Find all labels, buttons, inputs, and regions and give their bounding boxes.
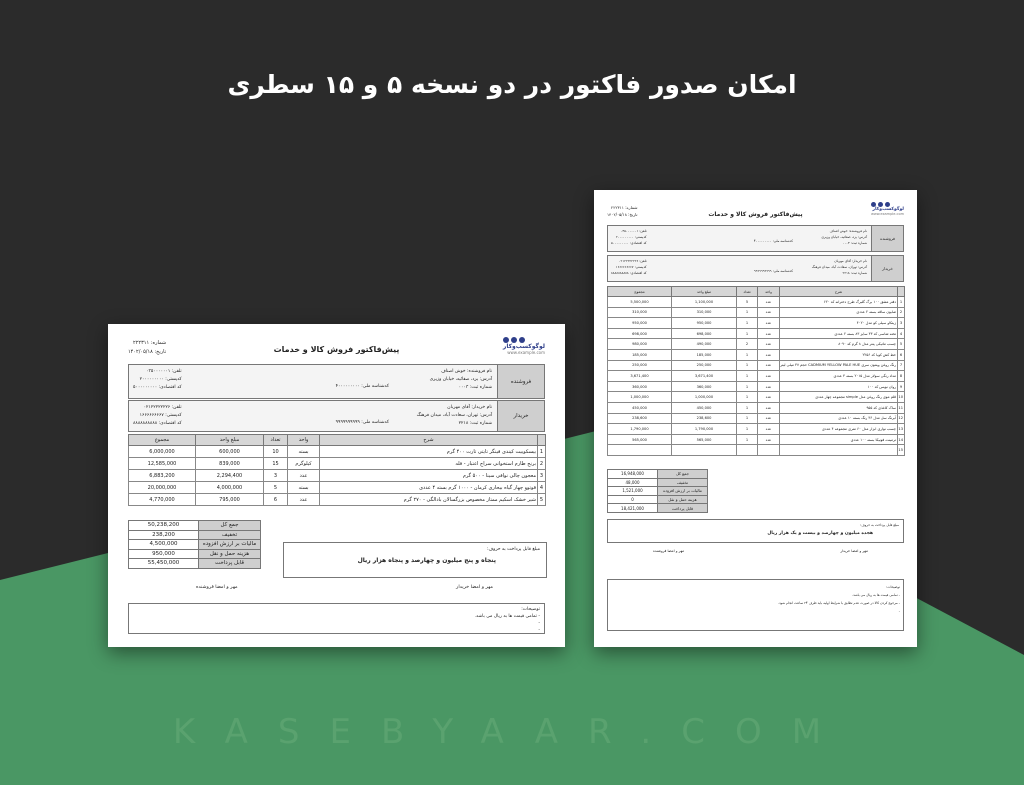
table-row [129, 470, 546, 482]
note-line-1: - تمامی قیمت ها به ریال می باشد. [474, 614, 540, 619]
seller-reg: شماره ثبت: ۰۰۰۳ [458, 385, 492, 390]
row-unit-price: 795,000 [196, 494, 264, 506]
logo-name: لوگوکسب‌وکار [872, 207, 904, 212]
row-total: 250,000 [608, 360, 672, 371]
totals-label: تخفیف [199, 530, 261, 540]
buyer-address: آدرس: تهران، سعادت آباد، میدان فرهنگ [811, 265, 867, 269]
table-row [608, 424, 905, 435]
headline: امکان صدور فاکتور در دو نسخه ۵ و ۱۵ سطری [227, 70, 797, 99]
seller-name: نام فروشنده: خوش اصناف [441, 369, 492, 374]
col-header-price: مبلغ واحد [672, 287, 737, 297]
row-quantity: 2 [737, 339, 758, 350]
invoice-5-row [108, 324, 565, 647]
words-label: مبلغ قابل پرداخت به حروف: [486, 547, 540, 552]
row-quantity: 1 [737, 434, 758, 445]
row-quantity: 1 [737, 360, 758, 371]
buyer-postal: کدپستی: ۱۶۶۶۶۶۶۶۶۷ [139, 413, 182, 418]
invoice-title: پیش‌فاکتور فروش کالا و خدمات [273, 345, 400, 354]
row-number: 3 [898, 318, 905, 329]
invoice-meta [607, 204, 637, 218]
row-total: 238,600 [608, 413, 672, 424]
row-quantity: 10 [264, 446, 288, 458]
row-total: 20,000,000 [129, 482, 196, 494]
logo-url: www.example.com [870, 212, 904, 216]
row-quantity: 1 [737, 307, 758, 318]
row-unit-price: 185,000 [672, 349, 737, 360]
row-number: 3 [538, 470, 546, 482]
amount-in-words: پنجاه و پنج میلیون و چهارصد و پنجاه هزار ریال [357, 557, 496, 564]
invoice-title: پیش‌فاکتور فروش کالا و خدمات [708, 211, 803, 218]
row-number: 4 [898, 328, 905, 339]
table-row [608, 349, 905, 360]
row-number: 10 [898, 392, 905, 403]
totals-row [129, 540, 261, 550]
seller-address: آدرس: یزد، صفائیه، خیابان وزیری [429, 377, 492, 382]
items-table [607, 286, 905, 456]
row-total: 5,500,000 [608, 297, 672, 308]
totals-row [608, 504, 708, 513]
buyer-reg: شماره ثبت: ۲۲۱۸ [458, 421, 492, 426]
watermark: KASEBYAAR.COM [172, 712, 852, 752]
col-header-qty: تعداد [737, 287, 758, 297]
seller-national: کدشناسه ملی: ۴۰۰۰۰۰۰۰۰۰ [753, 239, 793, 243]
amount-in-words-box [607, 519, 904, 543]
totals-row [608, 470, 708, 479]
row-description: مداد رنگی سولار مدل ۲۰۱۵ بسته ۳ عددی [780, 371, 898, 382]
row-unit: عدد [758, 297, 780, 308]
row-unit: عدد [758, 339, 780, 350]
row-total: 310,000 [608, 307, 672, 318]
row-unit-price: 839,000 [196, 458, 264, 470]
row-total: 185,000 [608, 349, 672, 360]
amount-in-words-box [283, 542, 547, 578]
row-unit: بسته [288, 482, 320, 494]
notes-box [607, 579, 904, 631]
buyer-economic: کد اقتصادی: ۸۸۸۸۸۸۸۸۸۸ [133, 421, 182, 426]
row-quantity: 15 [264, 458, 288, 470]
row-unit: عدد [758, 349, 780, 360]
row-total: 1,000,000 [608, 392, 672, 403]
col-header-desc: شرح [320, 435, 538, 446]
row-unit: عدد [758, 328, 780, 339]
row-total: 360,000 [608, 381, 672, 392]
buyer-phone: تلفن: ۰۲۱۲۲۲۲۲۲۲۶ [618, 259, 647, 263]
items-table [128, 434, 546, 506]
table-row [129, 458, 546, 470]
row-unit: عدد [758, 413, 780, 424]
note-line-2: - [538, 621, 540, 626]
table-row [608, 328, 905, 339]
totals-value: 18,421,000 [608, 504, 658, 513]
row-unit-price: 600,000 [196, 446, 264, 458]
row-number: 8 [898, 371, 905, 382]
row-description: بیسکوییت کیندی فینگر تایتی تارت ۴۰۰ گرم [320, 446, 538, 458]
table-row [608, 360, 905, 371]
row-number: 15 [898, 445, 905, 456]
totals-value: 55,450,000 [129, 559, 199, 569]
row-quantity: 1 [737, 392, 758, 403]
seller-box [128, 364, 545, 399]
row-unit-price: 1,000,000 [672, 392, 737, 403]
note-line-1: - تمامی قیمت ها به ریال می باشد. [852, 593, 900, 597]
row-number: 2 [538, 458, 546, 470]
col-header-desc: شرح [780, 287, 898, 297]
amount-in-words: هجده میلیون و چهارصد و بیست و یک هزار ریال [767, 531, 873, 536]
invoice-number: شماره: ۲۲۲۳۱۱ [611, 205, 638, 210]
row-total: 950,000 [608, 318, 672, 329]
row-description: چسب ماتیکی پنتر مدل ۸ گرم کد ۸۰۹۰ [780, 339, 898, 350]
row-unit-price: 1,790,000 [672, 424, 737, 435]
row-description: قوتوو چهار گیاه بیحاری کرمان - ۱۰۰۰ گرم بسته ۴ عددی [320, 482, 538, 494]
row-number: 1 [538, 446, 546, 458]
row-unit: عدد [758, 318, 780, 329]
seller-phone: تلفن: ۰۳۵۰۰۰۰۰۰۱ [620, 229, 647, 233]
totals-label: جمع کل [199, 521, 261, 531]
row-unit: عدد [758, 371, 780, 382]
row-description: قلم موی رنگ روغن مدل simple مجموعه چهار عددی [780, 392, 898, 403]
totals-row [129, 521, 261, 531]
table-row [608, 392, 905, 403]
row-unit: عدد [758, 424, 780, 435]
row-total: 450,000 [608, 402, 672, 413]
row-unit-price [672, 445, 737, 456]
row-total: 4,770,000 [129, 494, 196, 506]
row-total: 6,883,200 [129, 470, 196, 482]
notes-box [128, 603, 545, 634]
seller-postal: کدپستی: ۲۰۰۰۰۰۰۰۰۰ [615, 235, 647, 239]
totals-value: 4,500,000 [129, 540, 199, 550]
seller-phone: تلفن: ۰۳۵۰۰۰۰۰۰۱ [146, 369, 182, 374]
row-unit-price: 250,000 [672, 360, 737, 371]
row-unit: عدد [758, 402, 780, 413]
row-quantity: 3 [264, 470, 288, 482]
row-number: 6 [898, 349, 905, 360]
seller-reg: شماره ثبت: ۰۰۰۳ [842, 241, 867, 245]
row-description: ترمینت فونیکا بسته ۱۰۰ عددی [780, 434, 898, 445]
row-description: صابون ساقه بسته ۲ عددی [780, 307, 898, 318]
note-line-3: - [898, 609, 900, 613]
logo-url: www.example.com [507, 350, 545, 355]
table-row [608, 297, 905, 308]
row-unit-price: 450,000 [672, 402, 737, 413]
totals-label: قابل پرداخت [199, 559, 261, 569]
invoice-15-row [594, 190, 917, 647]
buyer-address: آدرس: تهران، سعادت آباد، میدان فرهنگ [416, 413, 492, 418]
row-number: 13 [898, 424, 905, 435]
totals-row [608, 495, 708, 504]
row-number: 4 [538, 482, 546, 494]
note-line-2: - مرجوع کردن کالا در صورت عدم تطابق با شرایط اولیه باید ظرف ۲۴ ساعت انجام شود. [778, 601, 900, 605]
buyer-national: کدشناسه ملی: ۹۹۹۹۹۹۹۹۹۹ [335, 420, 389, 425]
row-description: زیتکاو سیلی کو مدل ۴۰۲۰ [780, 318, 898, 329]
invoice-meta [128, 339, 166, 357]
row-description: ساک کاغذی کد ۹۵۵ [780, 402, 898, 413]
words-label: مبلغ قابل پرداخت به حروف: [860, 523, 899, 527]
row-description [780, 445, 898, 456]
row-unit-price: 360,000 [672, 381, 737, 392]
row-description: شیر خشک اسکیم ممتاز مخصوص بزرگسالان بادالگی - ۲۷۰ گرم [320, 494, 538, 506]
table-row [608, 445, 905, 456]
totals-table [607, 469, 708, 513]
row-unit: عدد [758, 392, 780, 403]
totals-label: هزینه حمل و نقل [199, 549, 261, 559]
row-quantity: 1 [737, 318, 758, 329]
table-row [608, 371, 905, 382]
row-total [608, 445, 672, 456]
seller-tag: فروشنده [871, 226, 903, 251]
row-number: 9 [898, 381, 905, 392]
table-header-row [608, 287, 905, 297]
row-total: 980,000 [608, 339, 672, 350]
table-header-row [129, 435, 546, 446]
table-row [608, 413, 905, 424]
buyer-reg: شماره ثبت: ۲۲۱۸ [842, 271, 867, 275]
row-total: 12,585,000 [129, 458, 196, 470]
totals-row [608, 478, 708, 487]
row-total: 6,000,000 [129, 446, 196, 458]
seller-address: آدرس: یزد، صفائیه، خیابان وزیری [821, 235, 867, 239]
row-number: 5 [538, 494, 546, 506]
col-header-qty: تعداد [264, 435, 288, 446]
totals-label: مالیات بر ارزش افزوده [658, 487, 708, 496]
row-quantity: 1 [737, 349, 758, 360]
table-row [129, 446, 546, 458]
row-description: خط کش کوبا کد ۲۲۵۶ [780, 349, 898, 360]
row-unit-price: 1,100,000 [672, 297, 737, 308]
seller-box [607, 225, 904, 252]
row-unit-price: 3,671,400 [672, 371, 737, 382]
table-row [129, 482, 546, 494]
note-line-3: - [538, 628, 540, 633]
buyer-signature-label: مهر و امضا خریدار [456, 585, 493, 590]
row-unit: عدد [288, 470, 320, 482]
row-quantity: 1 [737, 328, 758, 339]
table-row [608, 339, 905, 350]
row-unit: بسته [288, 446, 320, 458]
buyer-phone: تلفن: ۰۲۱۲۲۲۲۲۲۲۶ [143, 405, 182, 410]
row-quantity: 1 [737, 371, 758, 382]
row-unit [758, 445, 780, 456]
row-number: 7 [898, 360, 905, 371]
table-row [608, 402, 905, 413]
row-description: دفتر مشق ۱۰۰ برگ گلبرگ طرح دخترانه کد ۶۲۰ [780, 297, 898, 308]
buyer-signature-label: مهر و امضا خریدار [840, 549, 868, 553]
totals-label: هزینه حمل و نقل [658, 495, 708, 504]
row-quantity: 5 [737, 297, 758, 308]
buyer-box [607, 255, 904, 282]
table-row [129, 494, 546, 506]
row-description: معجون چالی نوافی سینا - ۵۰۰ گرم [320, 470, 538, 482]
row-description: برنج طارم استخوانی سراج اعتبار - فله [320, 458, 538, 470]
seller-signature-label: مهر و امضا فروشنده [653, 549, 685, 553]
col-header-unit: واحد [758, 287, 780, 297]
seller-postal: کدپستی: ۲۰۰۰۰۰۰۰۰۰ [139, 377, 182, 382]
totals-value: 16,948,000 [608, 470, 658, 479]
seller-tag: فروشنده [497, 365, 544, 398]
row-unit-price: 950,000 [672, 318, 737, 329]
row-unit-price: 698,000 [672, 328, 737, 339]
row-unit: عدد [758, 360, 780, 371]
table-row [608, 307, 905, 318]
seller-national: کدشناسه ملی: ۴۰۰۰۰۰۰۰۰۰ [335, 384, 389, 389]
seller-economic: کد اقتصادی: ۵۰۰۰۰۰۰۰۰۰ [611, 241, 647, 245]
col-header-price: مبلغ واحد [196, 435, 264, 446]
row-unit-price: 4,000,000 [196, 482, 264, 494]
buyer-box [128, 400, 545, 432]
table-row [608, 318, 905, 329]
row-quantity: 1 [737, 381, 758, 392]
invoice-date: تاریخ: ۱۴۰۲/۰۵/۱۸ [128, 349, 167, 355]
table-row [608, 434, 905, 445]
totals-value: 238,200 [129, 530, 199, 540]
row-unit: عدد [758, 307, 780, 318]
totals-label: قابل پرداخت [658, 504, 708, 513]
totals-label: جمع کل [658, 470, 708, 479]
row-quantity: 6 [264, 494, 288, 506]
totals-row [129, 530, 261, 540]
row-total: 1,790,000 [608, 424, 672, 435]
totals-row [608, 487, 708, 496]
row-quantity [737, 445, 758, 456]
invoice-number: شماره: ۲۲۲۳۱۱ [133, 340, 167, 346]
row-number: 11 [898, 402, 905, 413]
buyer-tag: خریدار [497, 401, 544, 431]
buyer-economic: کد اقتصادی: ۸۸۸۸۸۸۸۸۸۸ [611, 271, 647, 275]
row-unit: کیلوگرم [288, 458, 320, 470]
row-unit: عدد [758, 381, 780, 392]
row-quantity: 1 [737, 413, 758, 424]
row-quantity: 1 [737, 402, 758, 413]
buyer-name: نام خریدار: آقای مهربان [834, 259, 867, 263]
col-header-total: مجموع [129, 435, 196, 446]
row-description: آبرنگ سل مدل ۳۶ رنگ بسته ۱۰ عددی [780, 413, 898, 424]
row-total: 698,000 [608, 328, 672, 339]
totals-value: 48,000 [608, 478, 658, 487]
seller-name: نام فروشنده: خوش اصناف [829, 229, 867, 233]
row-unit-price: 490,000 [672, 339, 737, 350]
totals-row [129, 549, 261, 559]
row-unit: عدد [288, 494, 320, 506]
col-header-total: مجموع [608, 287, 672, 297]
row-description: رنگ روغن وینتون سری CADMIUM YELLOW PALE HUE حجم ۳۷ میلی لیتر [780, 360, 898, 371]
buyer-name: نام خریدار: آقای مهربان [447, 405, 492, 410]
notes-label: توضیحات: [886, 585, 900, 589]
notes-label: توضیحات: [521, 607, 540, 612]
totals-value: 1,521,000 [608, 487, 658, 496]
row-total: 3,671,400 [608, 371, 672, 382]
totals-label: تخفیف [658, 478, 708, 487]
totals-row [129, 559, 261, 569]
buyer-postal: کدپستی: ۱۶۶۶۶۶۶۶۶۷ [615, 265, 647, 269]
buyer-tag: خریدار [871, 256, 903, 281]
totals-table [128, 520, 261, 569]
totals-label: مالیات بر ارزش افزوده [199, 540, 261, 550]
row-description: روان نویس کد ۱۰۰ [780, 381, 898, 392]
row-description: چسب نواری ابزار مدل ۶۰ متری مجموعه ۴ عددی [780, 424, 898, 435]
row-description: تخته شاسی کد ۳۳ سایز ۸۳ بسته ۲ عددی [780, 328, 898, 339]
row-unit-price: 310,000 [672, 307, 737, 318]
row-total: 565,000 [608, 434, 672, 445]
row-unit-price: 238,600 [672, 413, 737, 424]
row-number: 5 [898, 339, 905, 350]
col-header-unit: واحد [288, 435, 320, 446]
row-unit: عدد [758, 434, 780, 445]
row-number: 12 [898, 413, 905, 424]
row-number: 2 [898, 307, 905, 318]
row-unit-price: 565,000 [672, 434, 737, 445]
seller-signature-label: مهر و امضا فروشنده [196, 585, 238, 590]
totals-value: 0 [608, 495, 658, 504]
row-quantity: 5 [264, 482, 288, 494]
row-unit-price: 2,294,400 [196, 470, 264, 482]
totals-value: 950,000 [129, 549, 199, 559]
row-number: 1 [898, 297, 905, 308]
invoice-date: تاریخ: ۱۴۰۲/۰۵/۱۸ [607, 212, 638, 217]
seller-economic: کد اقتصادی: ۵۰۰۰۰۰۰۰۰۰ [133, 385, 182, 390]
logo-name: لوگوکسب‌وکار [502, 343, 545, 350]
row-quantity: 1 [737, 424, 758, 435]
row-number: 14 [898, 434, 905, 445]
buyer-national: کدشناسه ملی: ۹۹۹۹۹۹۹۹۹۹ [753, 269, 793, 273]
totals-value: 50,238,200 [129, 521, 199, 531]
table-row [608, 381, 905, 392]
